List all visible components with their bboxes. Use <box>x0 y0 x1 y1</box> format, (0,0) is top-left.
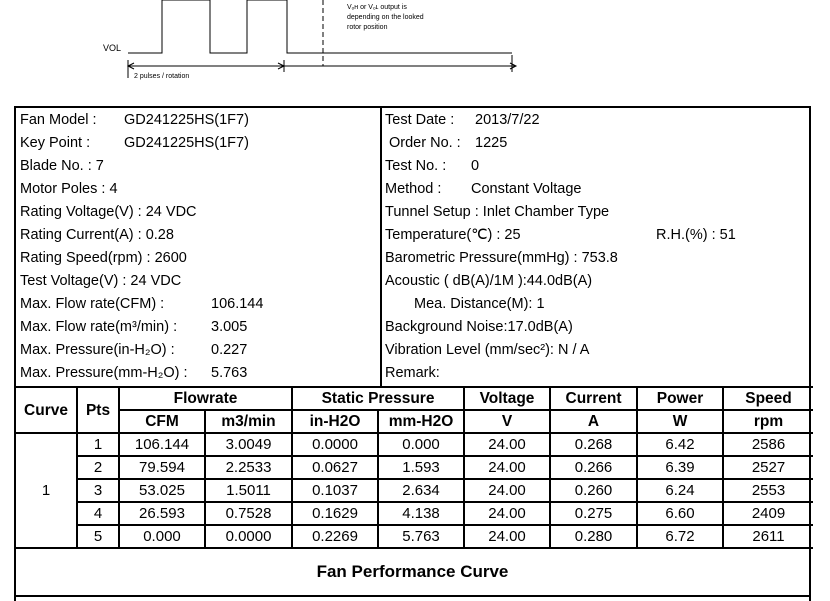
unit-inh2o: in-H2O <box>292 410 378 433</box>
rating-speed: Rating Speed(rpm) : 2600 <box>20 250 187 266</box>
current-cell: 0.275 <box>550 502 637 525</box>
rating-current: Rating Current(A) : 0.28 <box>20 227 174 243</box>
max-flow-m3-row <box>20 316 248 339</box>
current-cell: 0.280 <box>550 525 637 548</box>
waveform-note-line: Vₒʜ or Vₒʟ output is <box>347 4 407 11</box>
cfm-cell: 26.593 <box>119 502 205 525</box>
order-no-label: Order No. : <box>389 135 461 151</box>
test-no-row <box>385 155 480 178</box>
test-report <box>14 106 811 601</box>
header-speed: Speed <box>723 387 813 410</box>
voltage-cell: 24.00 <box>464 433 550 456</box>
current-cell: 0.266 <box>550 456 637 479</box>
max-flow-m3-value: 3.005 <box>211 319 248 335</box>
cfm-cell: 53.025 <box>119 479 205 502</box>
barometric-pressure: Barometric Pressure(mmHg) : 753.8 <box>385 250 618 266</box>
speed-cell: 2553 <box>723 479 813 502</box>
curve-id-cell: 1 <box>16 433 77 548</box>
method-row <box>385 178 582 201</box>
header-voltage: Voltage <box>464 387 550 410</box>
mea-distance: Mea. Distance(M): 1 <box>414 296 545 312</box>
max-pressure-mmh2o-label: Max. Pressure(mm-H₂O) : <box>20 365 188 381</box>
m3min-cell: 0.0000 <box>205 525 292 548</box>
motor-poles: Motor Poles : 4 <box>20 181 118 197</box>
waveform-signal <box>128 0 512 53</box>
vibration-level: Vibration Level (mm/sec²): N / A <box>385 342 590 358</box>
tunnel-setup: Tunnel Setup : Inlet Chamber Type <box>385 204 610 220</box>
current-cell: 0.260 <box>550 479 637 502</box>
table-row <box>16 479 813 502</box>
performance-table-body <box>16 433 813 548</box>
table-row <box>16 502 813 525</box>
speed-cell: 2527 <box>723 456 813 479</box>
temperature: Temperature(℃) : 25 <box>385 227 521 243</box>
test-no-value: 0 <box>471 158 480 174</box>
key-point-row <box>20 132 249 155</box>
table-row <box>16 456 813 479</box>
voltage-cell: 24.00 <box>464 525 550 548</box>
table-unit-row <box>16 410 813 433</box>
max-flow-cfm-row <box>20 293 264 316</box>
power-cell: 6.42 <box>637 433 723 456</box>
max-pressure-inh2o-label: Max. Pressure(in-H₂O) : <box>20 342 175 358</box>
m3min-cell: 3.0049 <box>205 433 292 456</box>
waveform-note-line: depending on the looked <box>347 14 424 21</box>
test-voltage: Test Voltage(V) : 24 VDC <box>20 273 182 289</box>
blade-no: Blade No. : 7 <box>20 158 104 174</box>
max-flow-cfm-value: 106.144 <box>211 296 264 312</box>
remark: Remark: <box>385 365 440 381</box>
max-flow-cfm-label: Max. Flow rate(CFM) : <box>20 296 165 312</box>
power-cell: 6.72 <box>637 525 723 548</box>
pts-cell: 2 <box>77 456 119 479</box>
mmh2o-cell: 5.763 <box>378 525 464 548</box>
fan-model-value: GD241225HS(1F7) <box>124 112 249 128</box>
curve-title: Fan Performance Curve <box>16 549 809 597</box>
max-pressure-mmh2o-value: 5.763 <box>211 365 248 381</box>
m3min-cell: 1.5011 <box>205 479 292 502</box>
pulse-label: 2 pulses / rotation <box>134 73 190 80</box>
fan-spec-panel <box>16 108 382 386</box>
pts-cell: 4 <box>77 502 119 525</box>
voltage-cell: 24.00 <box>464 456 550 479</box>
cfm-cell: 79.594 <box>119 456 205 479</box>
pts-cell: 1 <box>77 433 119 456</box>
method-value: Constant Voltage <box>471 181 582 197</box>
unit-mmh2o: mm-H2O <box>378 410 464 433</box>
power-cell: 6.39 <box>637 456 723 479</box>
unit-a: A <box>550 410 637 433</box>
relative-humidity: R.H.(%) : 51 <box>656 227 736 243</box>
inh2o-cell: 0.1629 <box>292 502 378 525</box>
inh2o-cell: 0.2269 <box>292 525 378 548</box>
mmh2o-cell: 2.634 <box>378 479 464 502</box>
fan-model-label: Fan Model : <box>20 112 97 128</box>
header-pts: Pts <box>77 387 119 433</box>
mmh2o-cell: 4.138 <box>378 502 464 525</box>
max-pressure-inh2o-value: 0.227 <box>211 342 248 358</box>
header-curve: Curve <box>16 387 77 433</box>
table-row <box>16 525 813 548</box>
performance-table <box>16 386 813 549</box>
m3min-cell: 2.2533 <box>205 456 292 479</box>
max-pressure-inh2o-row <box>20 339 248 362</box>
unit-m3min: m3/min <box>205 410 292 433</box>
fan-model-row <box>20 109 249 132</box>
power-cell: 6.60 <box>637 502 723 525</box>
table-header-row <box>16 387 813 410</box>
order-no-value: 1225 <box>475 135 508 151</box>
speed-cell: 2409 <box>723 502 813 525</box>
unit-rpm: rpm <box>723 410 813 433</box>
test-condition-panel <box>382 108 811 386</box>
order-no-row <box>385 132 508 155</box>
voltage-cell: 24.00 <box>464 479 550 502</box>
test-date-row <box>385 109 540 132</box>
mmh2o-cell: 0.000 <box>378 433 464 456</box>
table-row <box>16 433 813 456</box>
pts-cell: 3 <box>77 479 119 502</box>
voltage-cell: 24.00 <box>464 502 550 525</box>
test-date-value: 2013/7/22 <box>475 112 540 128</box>
waveform-note <box>347 3 424 33</box>
acoustic: Acoustic ( dB(A)/1M ):44.0dB(A) <box>385 273 593 289</box>
inh2o-cell: 0.0000 <box>292 433 378 456</box>
waveform-note-line: rotor position <box>347 24 388 31</box>
m3min-cell: 0.7528 <box>205 502 292 525</box>
rating-voltage: Rating Voltage(V) : 24 VDC <box>20 204 197 220</box>
mmh2o-cell: 1.593 <box>378 456 464 479</box>
header-static-pressure: Static Pressure <box>292 387 464 410</box>
unit-v: V <box>464 410 550 433</box>
pts-cell: 5 <box>77 525 119 548</box>
test-no-label: Test No. : <box>385 158 447 174</box>
header-flowrate: Flowrate <box>119 387 292 410</box>
speed-cell: 2611 <box>723 525 813 548</box>
header-current: Current <box>550 387 637 410</box>
background-noise: Background Noise:17.0dB(A) <box>385 319 573 335</box>
unit-w: W <box>637 410 723 433</box>
key-point-value: GD241225HS(1F7) <box>124 135 249 151</box>
max-flow-m3-label: Max. Flow rate(m³/min) : <box>20 319 178 335</box>
key-point-label: Key Point : <box>20 135 91 151</box>
power-cell: 6.24 <box>637 479 723 502</box>
speed-cell: 2586 <box>723 433 813 456</box>
inh2o-cell: 0.1037 <box>292 479 378 502</box>
method-label: Method : <box>385 181 442 197</box>
max-pressure-mmh2o-row <box>20 362 248 385</box>
inh2o-cell: 0.0627 <box>292 456 378 479</box>
cfm-cell: 0.000 <box>119 525 205 548</box>
current-cell: 0.268 <box>550 433 637 456</box>
vol-label: VOL <box>103 43 122 53</box>
cfm-cell: 106.144 <box>119 433 205 456</box>
test-date-label: Test Date : <box>385 112 455 128</box>
unit-cfm: CFM <box>119 410 205 433</box>
header-power: Power <box>637 387 723 410</box>
